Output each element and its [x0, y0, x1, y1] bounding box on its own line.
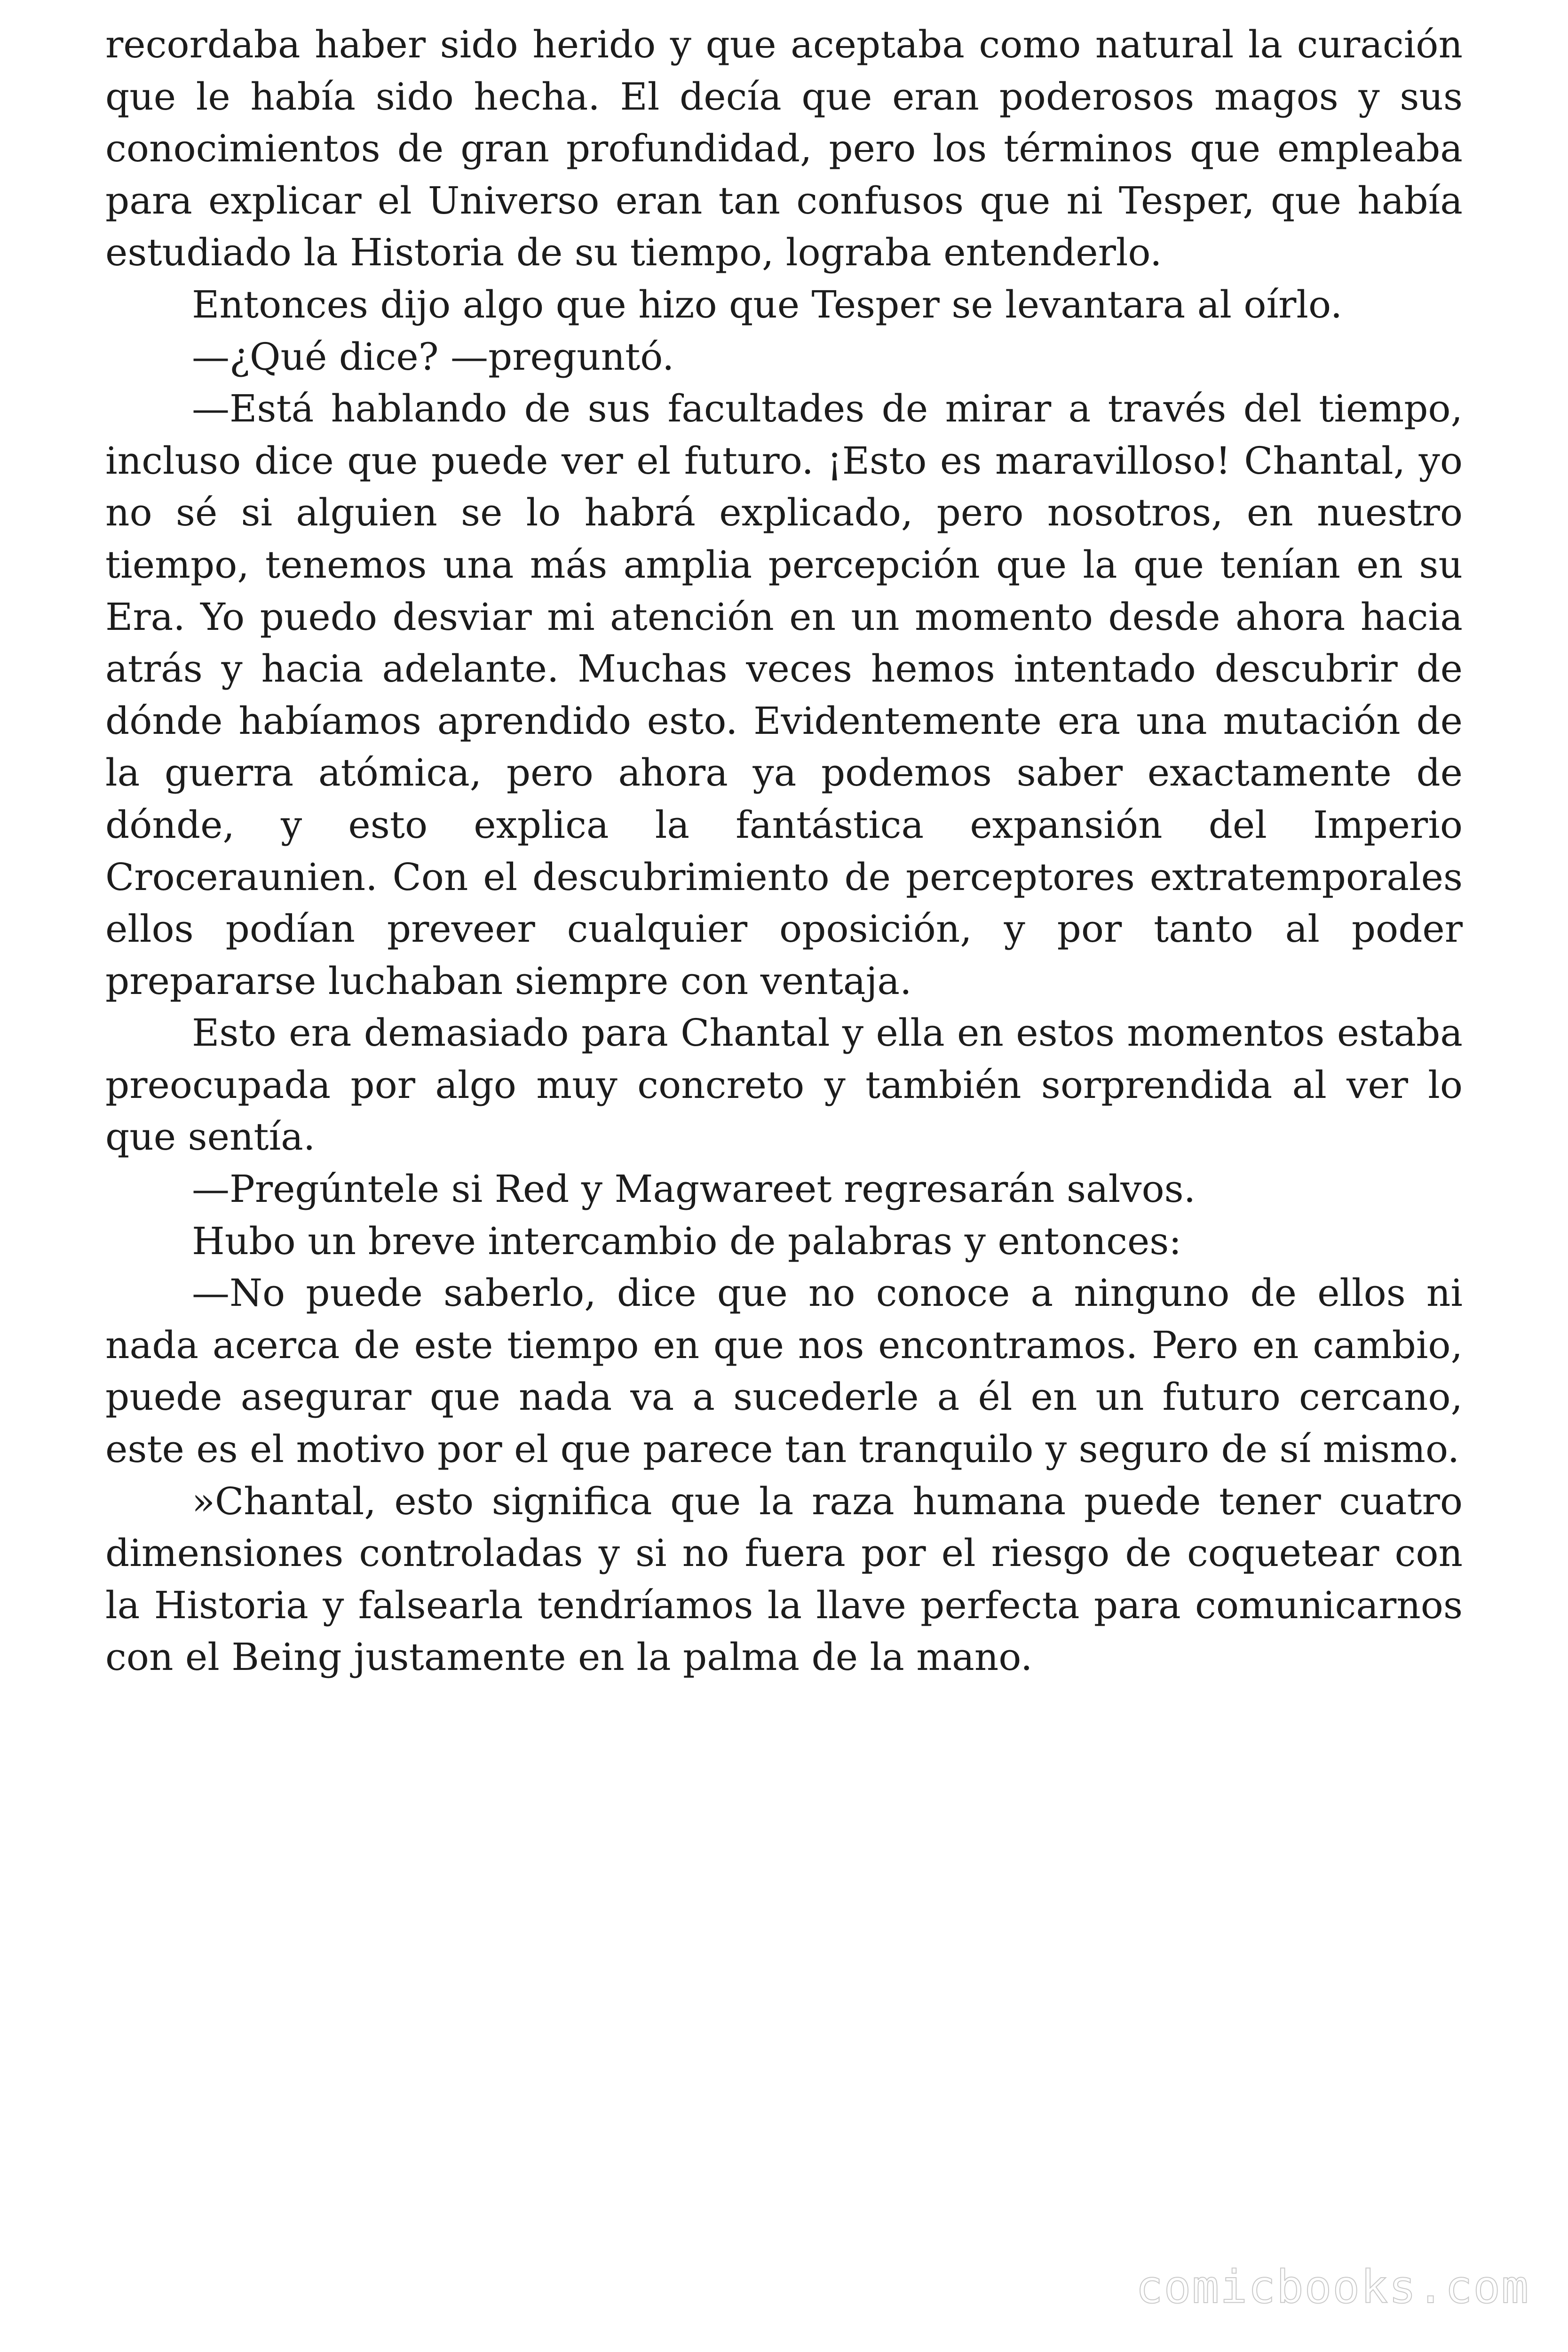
paragraph: »Chantal, esto significa que la raza humana puede tener cuatro dimensiones controladas y si no fuera por el riesgo de coquetear con la Historia y falsearla tendríamos la llave perfecta para comunicarnos con el Being justamente en la palma de la mano. [105, 1479, 1463, 1679]
dialogue-line: —Está hablando de sus facultades de mirar a través del tiempo, incluso dice que puede ver el futuro. ¡Esto es maravilloso! Chantal, yo no sé si alguien se lo habrá explicado, pero nosotros, en nuestro tiempo, tenemos una más amplia percepción que la que tenían en su Era. Yo puedo desviar mi atención en un momento desde ahora hacia atrás y hacia adelante. Muchas veces hemos intentado descubrir de dónde habíamos aprendido esto. Evidentemente era una mutación de la guerra atómica, pero ahora ya podemos saber exactamente de dónde, y esto explica la fantástica expansión del Imperio Croceraunien. Con el descubrimiento de perceptores extratemporales ellos podían preveer cualquier oposición, y por tanto al poder prepararse luchaban siempre con ventaja. [105, 387, 1463, 1003]
paragraph-continuation: recordaba haber sido herido y que aceptaba como natural la curación que le había sido hecha. El decía que eran poderosos magos y sus conocimientos de gran profundidad, pero los términos que empleaba para explicar el Universo eran tan confusos que ni Tesper, que había estudiado la Historia de su tiempo, lograba entenderlo. [105, 23, 1463, 275]
book-page-text [105, 19, 1463, 1684]
paragraph: Esto era demasiado para Chantal y ella en estos momentos estaba preocupada por algo muy concreto y también sorprendida al ver lo que sentía. [105, 1011, 1463, 1159]
paragraph: Entonces dijo algo que hizo que Tesper se levantara al oírlo. [192, 282, 1343, 326]
dialogue-line: —Pregúntele si Red y Magwareet regresarán salvos. [192, 1167, 1196, 1211]
paragraph: Hubo un breve intercambio de palabras y entonces: [192, 1219, 1182, 1263]
site-watermark: comicbooks.com [1135, 2261, 1529, 2313]
dialogue-line: —No puede saberlo, dice que no conoce a ninguno de ellos ni nada acerca de este tiempo en que nos encontramos. Pero en cambio, puede asegurar que nada va a sucederle a él en un futuro cercano, este es el motivo por el que parece tan tranquilo y seguro de sí mismo. [105, 1271, 1463, 1471]
dialogue-line: —¿Qué dice? —preguntó. [192, 334, 674, 379]
